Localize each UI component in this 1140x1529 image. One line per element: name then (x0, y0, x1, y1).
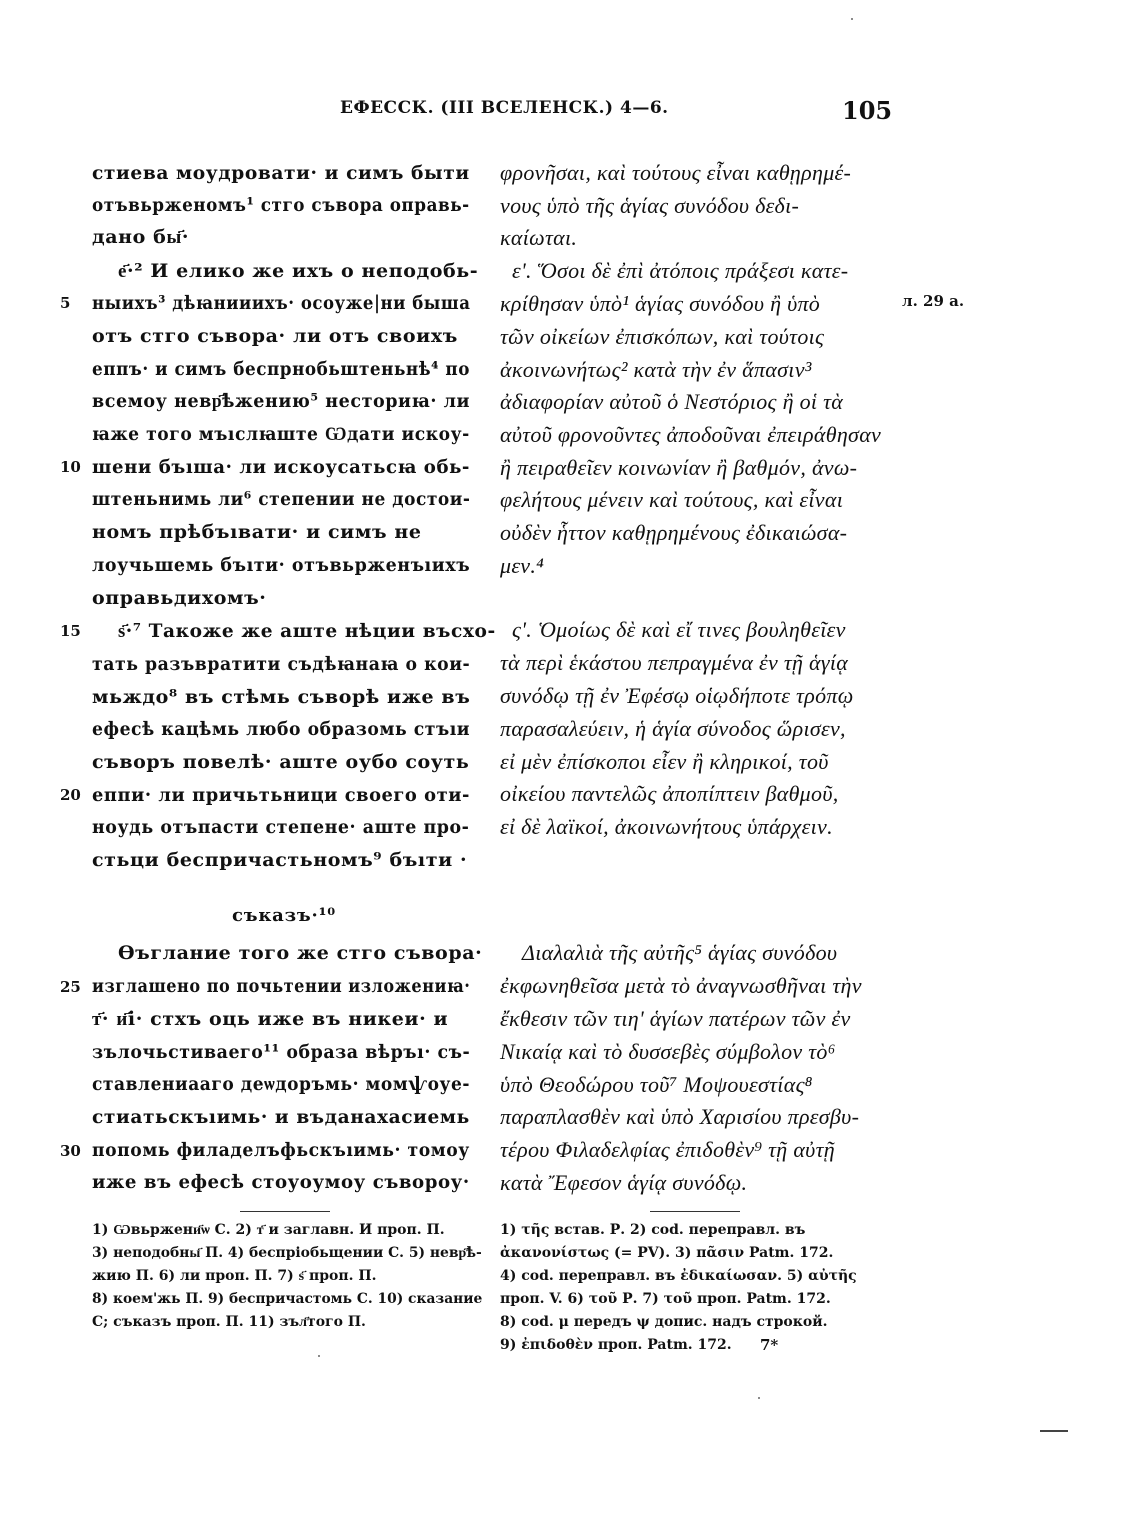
footnote-line: 4) cod. переправл. въ ἐδικαίωσαν. 5) αὐτῆς (500, 1268, 857, 1284)
scan-speck (318, 1355, 320, 1357)
slavonic-line: тать разъвратити съдѣꙗнаꙗ о кои- (92, 653, 471, 675)
footnote-separator (240, 1211, 330, 1212)
footnote-line: С; съказъ проп. П. 11) зъл҃того П. (92, 1314, 366, 1330)
slavonic-line: ставлениааго деѡдоръмь· момѱоуе- (92, 1073, 470, 1095)
greek-line: οὐδὲν ἧττον καθῃρημένους ἐδικαιώσα- (500, 520, 848, 545)
slavonic-line: дано бы҃· (92, 226, 190, 248)
slavonic-line: штеньнимь ли⁶ степении не достои- (92, 488, 471, 510)
greek-line: ἀκοινωνήτως² κατὰ τὴν ἐν ἅπασιν³ (500, 357, 812, 382)
greek-line: νους ὑπὸ τῆς ἁγίας συνόδου δεδι- (500, 193, 800, 218)
greek-line: Διαλαλιὰ τῆς αὐτῆς⁵ ἁγίας συνόδου (522, 940, 838, 965)
greek-line: ἀδιαφορίαν αὐτοῦ ὁ Νεστόριος ἢ οἱ τὰ (500, 389, 844, 414)
margin-folio-note: л. 29 а. (902, 292, 965, 310)
greek-line: εἰ μὲν ἐπίσκοποι εἶεν ἢ κληρικοί, τοῦ (500, 749, 829, 774)
line-number: 10 (60, 458, 81, 476)
page-number: 105 (842, 96, 893, 125)
slavonic-line: стьци беспричастьномъ⁹ бъıти · (92, 849, 468, 871)
slavonic-line: номъ прѣбъıвати· и симъ не (92, 521, 422, 543)
slavonic-line: ефесѣ кацѣмь любо образомь стъıи (92, 718, 471, 740)
footnote-line: 8) cod. μ передъ ψ допис. надъ строкой. (500, 1314, 828, 1330)
footnote-line: 1) Ѡвьржени҃ѡ С. 2) т҃ и заглавн. И проп. П. (92, 1222, 445, 1238)
line-number: 15 (60, 622, 81, 640)
greek-line: ἐκφωνηθεῖσα μετὰ τὸ ἀναγνωσθῆναι τὴν (500, 973, 862, 998)
greek-line: παρασαλεύειν, ἡ ἁγία σύνοδος ὥρισεν, (500, 716, 846, 741)
slavonic-line: т҃· и҃і· стхъ оць иже въ никеи· и (92, 1008, 449, 1030)
greek-line: ἔκθεσιν τῶν τιη' ἁγίων πατέρων τῶν ἐν (500, 1006, 851, 1031)
greek-line: τῶν οἰκείων ἐπισκόπων, καὶ τούτοις (500, 324, 825, 349)
slavonic-line: е҃·² И елико же ихъ о неподобь- (118, 260, 479, 282)
footnote-separator (650, 1211, 740, 1212)
slavonic-line: отъвьрженомъ¹ стго съвора оправь- (92, 194, 470, 216)
slavonic-line: мьждо⁸ въ стѣмь съворѣ иже въ (92, 686, 471, 708)
slavonic-line: ноудь отъпасти степене· аште про- (92, 816, 470, 838)
greek-line: κρίθησαν ὑπὸ¹ ἁγίας συνόδου ἢ ὑπὸ (500, 291, 821, 316)
footnote-line: 8) коем'жь П. 9) беспричастомь С. 10) сказание (92, 1291, 483, 1307)
slavonic-line: оправьдихомъ· (92, 587, 267, 609)
slavonic-line: изглашено по почьтении изложениꙗ· (92, 975, 471, 997)
printer-signature-mark: 7* (760, 1336, 779, 1354)
greek-line: συνόδῳ τῇ ἐν Ἐφέσῳ οἱῳδήποτε τρόπῳ (500, 683, 854, 708)
greek-line: ε'. Ὅσοι δὲ ἐπὶ ἀτόποις πράξεσι κατε- (512, 258, 849, 283)
greek-line: ἢ πειραθεῖεν κοινωνίαν ἢ βαθμόν, ἀνω- (500, 455, 858, 480)
slavonic-line: стиева моудровати· и симъ быти (92, 162, 470, 184)
greek-line: μεν.⁴ (500, 553, 545, 578)
slavonic-line: еппъ· и симъ беспрнобьштеньнѣ⁴ по (92, 358, 470, 380)
greek-line: εἰ δὲ λαϊκοί, ἀκοινωνήτους ὑπάρχειν. (500, 814, 833, 839)
line-number: 20 (60, 786, 81, 804)
slavonic-line: лоучьшемь бъıти· отъвьрженъıихъ (92, 554, 471, 576)
greek-line: παραπλασθὲν καὶ ὑπὸ Χαρισίου πρεσβυ- (500, 1104, 860, 1129)
footnote-line: жию П. 6) ли проп. П. 7) ѕ҃ проп. П. (92, 1268, 377, 1284)
slavonic-line: шени бъıша· ли искоусатьсꙗ обь- (92, 456, 471, 478)
line-number: 30 (60, 1142, 81, 1160)
greek-line: οἰκείου παντελῶς ἀποπίπτειν βαθμοῦ, (500, 781, 839, 806)
slavonic-line: съворъ повелѣ· аште оубо соуть (92, 751, 470, 773)
line-number: 5 (60, 294, 71, 312)
slavonic-line: иже въ ефесѣ стоуоумоу съвороу· (92, 1171, 470, 1193)
slavonic-line: еппи· ли причьтьници своего оти- (92, 784, 470, 806)
slavonic-line: Ѳъглание того же стго съвора· (118, 942, 483, 964)
greek-line: ς'. Ὁμοίως δὲ καὶ εἴ τινες βουληθεῖεν (512, 617, 846, 642)
greek-line: τὰ περὶ ἑκάστου πεπραγμένα ἐν τῇ ἁγίᾳ (500, 650, 849, 675)
slavonic-line: ныихъ³ дѣꙗнииихъ· осоуже|ни быша (92, 292, 471, 314)
footnote-line: 3) неподобны҃ П. 4) беспріобьщении С. 5) невр҃ѣ- (92, 1245, 482, 1261)
footnote-line: проп. V. 6) τοῦ Р. 7) τοῦ проп. Patm. 172. (500, 1291, 831, 1307)
scan-artifact-dash (1040, 1430, 1068, 1432)
running-title: ЕФЕСCК. (III ВСЕЛЕНСК.) 4—6. (340, 98, 669, 118)
scan-speck (758, 1397, 760, 1399)
section-subheading: съказъ·¹⁰ (232, 905, 336, 926)
slavonic-line: попомь филаделъфьскъıимь· томоу (92, 1139, 470, 1161)
greek-line: αὐτοῦ φρονοῦντες ἀποδοῦναι ἐπειράθησαν (500, 422, 882, 447)
footnote-line: ἀκανονίστως (= PV). 3) πᾶσιν Patm. 172. (500, 1245, 834, 1261)
slavonic-line: зълочьстиваего¹¹ образа вѣръı· съ- (92, 1041, 471, 1063)
footnote-line: 1) τῆς встав. Р. 2) cod. переправл. въ (500, 1222, 806, 1238)
slavonic-line: ꙗже того мъıслꙗште Ѡдати искоу- (92, 423, 470, 445)
slavonic-line: отъ стго съвора· ли отъ своихъ (92, 325, 458, 347)
greek-line: φελήτους μένειν καὶ τούτους, καὶ εἶναι (500, 487, 844, 512)
slavonic-line: ѕ҃·⁷ Такоже же аште нѣции въсхо- (118, 620, 496, 642)
greek-line: ὑπὸ Θεοδώρου τοῦ⁷ Μοψουεστίας⁸ (500, 1072, 813, 1097)
greek-line: καίωται. (500, 225, 578, 250)
scan-speck (851, 18, 853, 20)
greek-line: Νικαίᾳ καὶ τὸ δυσσεβὲς σύμβολον τὸ⁶ (500, 1039, 836, 1064)
line-number: 25 (60, 978, 81, 996)
greek-line: κατὰ Ἔφεσον ἁγίᾳ συνόδῳ. (500, 1170, 748, 1195)
slavonic-line: стиатьскъıимь· и въданахасиемь (92, 1106, 470, 1128)
greek-line: φρονῆσαι, καὶ τούτους εἶναι καθῃρημέ- (500, 160, 852, 185)
footnote-line: 9) ἐπιδοθὲν проп. Patm. 172. (500, 1337, 732, 1353)
greek-line: τέρου Φιλαδελφίας ἐπιδοθὲν⁹ τῇ αὐτῇ (500, 1137, 835, 1162)
slavonic-line: всемоу невр҃ѣжению⁵ несториꙗ· ли (92, 390, 471, 412)
